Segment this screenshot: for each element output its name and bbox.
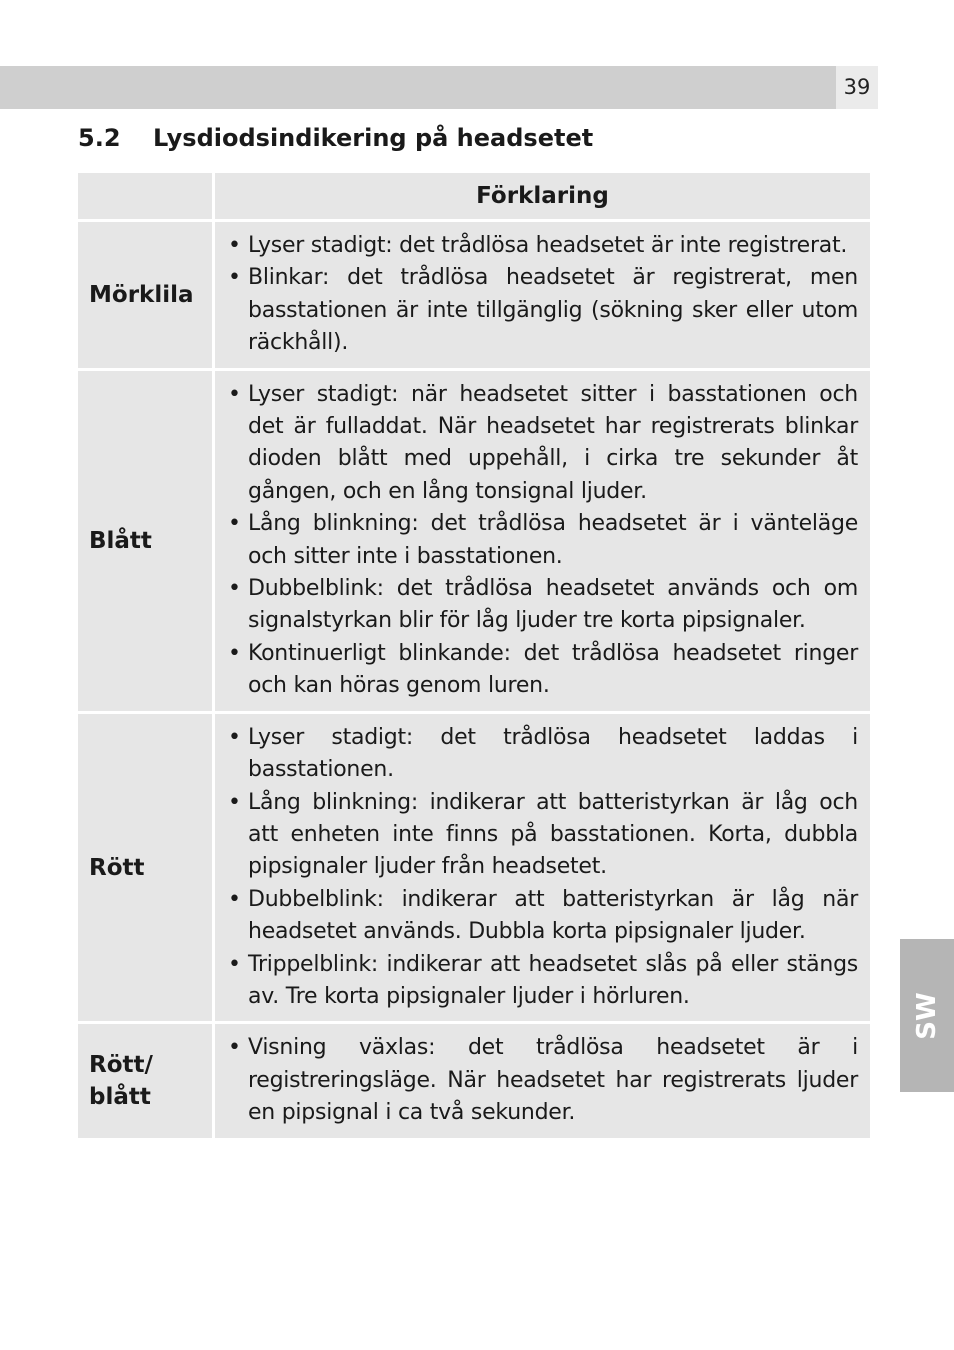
- bullet-list: [227, 722, 858, 1014]
- led-color-label: Mörklila: [78, 222, 212, 368]
- bullet-list: [227, 230, 858, 360]
- list-item: • Lång blinkning: det trådlösa headsetet är i vänteläge och sitter inte i basstationen.: [227, 508, 858, 573]
- list-item: • Lyser stadigt: det trådlösa headsetet laddas i basstationen.: [227, 722, 858, 787]
- list-item: • Dubbelblink: indikerar att batteristyrkan är låg när headsetet används. Dubbla korta pipsignaler ljuder.: [227, 884, 858, 949]
- header-cell-empty: [78, 173, 212, 219]
- led-color-label: Rött: [78, 714, 212, 1022]
- list-item: • Dubbelblink: det trådlösa headsetet används och om signalstyrkan blir för låg ljuder tre korta pipsignaler.: [227, 573, 858, 638]
- page-number: 39: [836, 66, 878, 109]
- led-color-label: Blått: [78, 371, 212, 711]
- led-color-label: Rött/ blått: [78, 1024, 212, 1137]
- list-item: • Kontinuerligt blinkande: det trådlösa headsetet ringer och kan höras genom luren.: [227, 638, 858, 703]
- header-bar: [0, 66, 836, 109]
- list-item: • Lång blinkning: indikerar att batteristyrkan är låg och att enheten inte finns på basstationen. Korta, dubbla pipsignaler ljuder från headsetet.: [227, 787, 858, 884]
- bullet-list: [227, 1032, 858, 1129]
- table-header-row: [78, 173, 870, 219]
- header-cell-explanation: Förklaring: [215, 173, 870, 219]
- list-item: • Visning växlas: det trådlösa headsetet är i registreringsläge. När headsetet har registrerats ljuder en pipsignal i ca två sekunder.: [227, 1032, 858, 1129]
- table-row: [78, 371, 870, 711]
- bullet-list: [227, 379, 858, 703]
- table-row: [78, 222, 870, 368]
- section-heading: [78, 124, 593, 152]
- led-description-cell: [215, 222, 870, 368]
- language-tab-label: SW: [912, 991, 942, 1040]
- led-description-cell: [215, 714, 870, 1022]
- section-title: Lysdiodsindikering på headsetet: [153, 124, 594, 152]
- led-description-cell: [215, 371, 870, 711]
- language-side-tab: [900, 939, 954, 1092]
- section-number: 5.2: [78, 124, 121, 152]
- list-item: • Lyser stadigt: när headsetet sitter i basstationen och det är fulladdat. När headsetet har registrerats blinkar dioden blått med uppehåll, i cirka tre sekunder åt gången, och en lång tonsignal ljuder.: [227, 379, 858, 509]
- led-indication-table: [75, 170, 873, 1141]
- table-row: [78, 714, 870, 1022]
- table-body: [78, 222, 870, 1138]
- table-row: [78, 1024, 870, 1137]
- list-item: • Lyser stadigt: det trådlösa headsetet är inte registrerat.: [227, 230, 858, 262]
- list-item: • Blinkar: det trådlösa headsetet är registrerat, men basstationen är inte tillgänglig (sökning sker eller utom räckhåll).: [227, 262, 858, 359]
- list-item: • Trippelblink: indikerar att headsetet slås på eller stängs av. Tre korta pipsignaler ljuder i hörluren.: [227, 949, 858, 1014]
- led-description-cell: [215, 1024, 870, 1137]
